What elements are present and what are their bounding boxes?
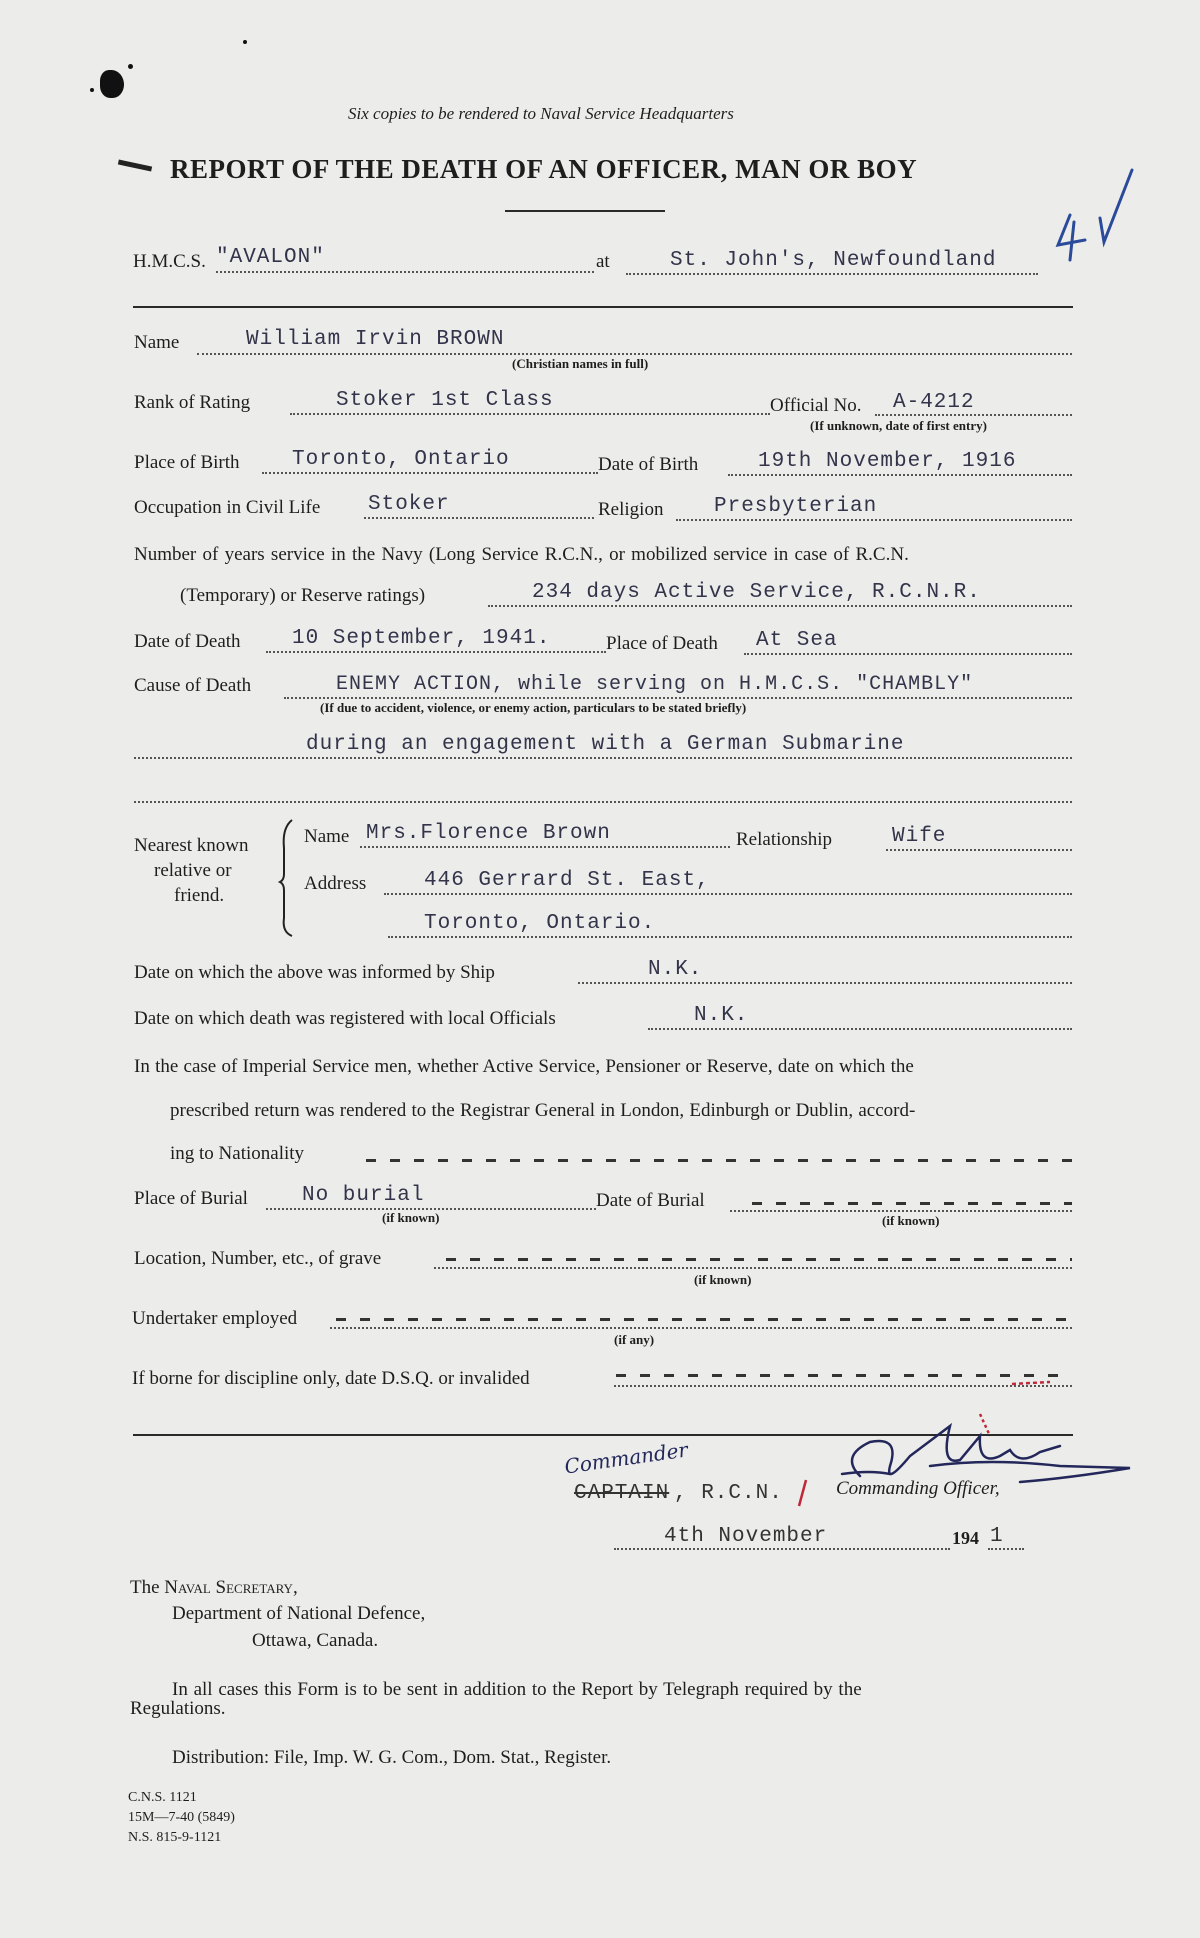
relative-heading-1: Nearest known [134, 835, 249, 856]
occupation-value: Stoker [368, 493, 450, 516]
instructions-line-2: Regulations. [130, 1698, 226, 1719]
paper-speck [128, 64, 133, 69]
relative-name-label: Name [304, 826, 350, 847]
name-label: Name [134, 332, 180, 353]
relative-name-dots [360, 846, 730, 848]
rank-value: Stoker 1st Class [336, 389, 554, 412]
burial-date-dots [730, 1210, 1072, 1212]
section-rule [133, 306, 1073, 308]
rank-label: Rank of Rating [134, 392, 251, 413]
death-date-dots [266, 651, 606, 653]
relationship-dots [886, 849, 1072, 851]
rank-dots [290, 413, 770, 415]
birth-place-value: Toronto, Ontario [292, 448, 510, 471]
birth-place-dots [262, 472, 598, 474]
discipline-label: If borne for discipline only, date D.S.Q. or invalided [132, 1368, 530, 1389]
informed-dots [578, 982, 1072, 984]
cause-note: (If due to accident, violence, or enemy action, particulars to be stated briefly) [320, 700, 747, 715]
registered-label: Date on which death was registered with local Officials [134, 1008, 556, 1029]
religion-dots [676, 519, 1072, 521]
commanding-officer-label: Commanding Officer, [836, 1478, 1000, 1499]
relative-brace [278, 818, 298, 938]
signature-date-dots [614, 1548, 950, 1550]
instructions-line-1: In all cases this Form is to be sent in addition to the Report by Telegraph required by the [172, 1679, 862, 1700]
address-dots-2 [388, 936, 1072, 938]
grave-dash [446, 1258, 1072, 1261]
burial-place-label: Place of Burial [134, 1188, 248, 1209]
imperial-dash [366, 1159, 1072, 1162]
imperial-line-1: In the case of Imperial Service men, whether Active Service, Pensioner or Reserve, date on which the [134, 1056, 914, 1077]
registered-value: N.K. [694, 1004, 749, 1027]
handwritten-rank: Commander [562, 1437, 690, 1479]
service-dots [488, 605, 1072, 607]
relative-heading-2: relative or [154, 860, 232, 881]
relative-heading-3: friend. [174, 885, 225, 906]
burial-place-value: No burial [302, 1184, 425, 1207]
name-note: (Christian names in full) [512, 356, 649, 371]
official-no-note: (If unknown, date of first entry) [810, 418, 987, 433]
title-underline [505, 210, 665, 212]
naval-secretary-line [130, 1577, 298, 1599]
grave-label: Location, Number, etc., of grave [134, 1248, 382, 1269]
occupation-dots [364, 517, 594, 519]
grave-note: (if known) [694, 1272, 752, 1287]
signature-date: 4th November [664, 1525, 828, 1548]
informed-value: N.K. [648, 958, 703, 981]
distribution-line: Distribution: File, Imp. W. G. Com., Dom. Stat., Register. [172, 1747, 612, 1768]
signature-year-prefix: 194 [952, 1528, 979, 1548]
ship-label: H.M.C.S. [133, 251, 206, 272]
death-date-label: Date of Death [134, 631, 241, 652]
religion-value: Presbyterian [714, 495, 878, 518]
discipline-dots [614, 1385, 1072, 1387]
undertaker-dots [330, 1327, 1072, 1329]
form-code-1: C.N.S. 1121 [128, 1790, 197, 1805]
signature [830, 1396, 1160, 1506]
birth-date-dots [728, 474, 1072, 476]
imperial-line-2: prescribed return was rendered to the Registrar General in London, Edinburgh or Dublin, accord- [170, 1100, 916, 1121]
header-note: Six copies to be rendered to Naval Service Headquarters [348, 104, 734, 123]
official-no-dots [875, 414, 1072, 416]
cause-dots-1 [284, 697, 1072, 699]
service-value: 234 days Active Service, R.C.N.R. [532, 581, 981, 604]
death-place-dots [744, 653, 1072, 655]
signature-year-suffix: 1 [990, 1525, 1004, 1548]
ship-dots [216, 271, 594, 273]
undertaker-dash [336, 1318, 1072, 1321]
struck-rank: CAPTAIN [574, 1482, 670, 1505]
red-slash [796, 1478, 810, 1508]
undertaker-note: (if any) [614, 1332, 655, 1347]
birth-place-label: Place of Birth [134, 452, 240, 473]
official-no-value: A-4212 [893, 391, 975, 414]
cause-dots-3 [134, 801, 1072, 803]
department-line: Department of National Defence, [172, 1603, 426, 1624]
form-code-2: 15M—7-40 (5849) [128, 1810, 235, 1825]
cause-value-2: during an engagement with a German Submarine [306, 733, 905, 756]
imperial-line-3: ing to Nationality [170, 1143, 305, 1164]
ship-at-label: at [596, 251, 610, 272]
cause-dots-2 [134, 757, 1072, 759]
pencil-mark [1040, 160, 1150, 270]
grave-dots [434, 1267, 1072, 1269]
undertaker-label: Undertaker employed [132, 1308, 298, 1329]
death-date-value: 10 September, 1941. [292, 627, 551, 650]
occupation-label: Occupation in Civil Life [134, 497, 321, 518]
signature-year-dots [988, 1548, 1024, 1550]
official-no-label: Official No. [770, 395, 862, 416]
naval-secretary-the: The [130, 1577, 160, 1598]
death-place-value: At Sea [756, 629, 838, 652]
service-line1: Number of years service in the Navy (Long Service R.C.N., or mobilized service in case of R.C.N. [134, 544, 909, 565]
punch-hole [100, 70, 124, 98]
relationship-label: Relationship [736, 829, 833, 850]
address-line-1: 446 Gerrard St. East, [424, 869, 710, 892]
form-code-3: N.S. 815-9-1121 [128, 1830, 222, 1845]
ottawa-line: Ottawa, Canada. [252, 1630, 379, 1651]
name-dots [197, 353, 1072, 355]
paper-speck [243, 40, 247, 44]
address-label: Address [304, 873, 367, 894]
informed-label: Date on which the above was informed by Ship [134, 962, 495, 983]
burial-date-note: (if known) [882, 1213, 940, 1228]
burial-date-label: Date of Burial [596, 1190, 705, 1211]
name-value: William Irvin BROWN [246, 328, 505, 351]
address-line-2: Toronto, Ontario. [424, 912, 656, 935]
naval-secretary-title: Naval Secretary, [164, 1577, 298, 1598]
ship-at-dots [626, 273, 1038, 275]
burial-place-note: (if known) [382, 1210, 440, 1225]
rank-suffix: , R.C.N. [674, 1482, 783, 1505]
page-title: REPORT OF THE DEATH OF AN OFFICER, MAN OR BOY [170, 154, 918, 184]
address-dots-1 [384, 893, 1072, 895]
ship-at-value: St. John's, Newfoundland [670, 249, 997, 272]
paper-speck [90, 88, 94, 92]
tick-mark [118, 160, 152, 172]
ship-value: "AVALON" [216, 246, 325, 269]
registered-dots [648, 1028, 1072, 1030]
cause-label: Cause of Death [134, 675, 252, 696]
discipline-dash [616, 1374, 1072, 1377]
relationship-value: Wife [892, 825, 947, 848]
birth-date-value: 19th November, 1916 [758, 450, 1017, 473]
cause-value-1: ENEMY ACTION, while serving on H.M.C.S. "CHAMBLY" [336, 673, 974, 696]
relative-name-value: Mrs.Florence Brown [366, 822, 611, 845]
service-line2: (Temporary) or Reserve ratings) [180, 585, 426, 606]
religion-label: Religion [598, 499, 664, 520]
burial-date-dash [752, 1202, 1072, 1205]
birth-date-label: Date of Birth [598, 454, 699, 475]
death-place-label: Place of Death [606, 633, 718, 654]
